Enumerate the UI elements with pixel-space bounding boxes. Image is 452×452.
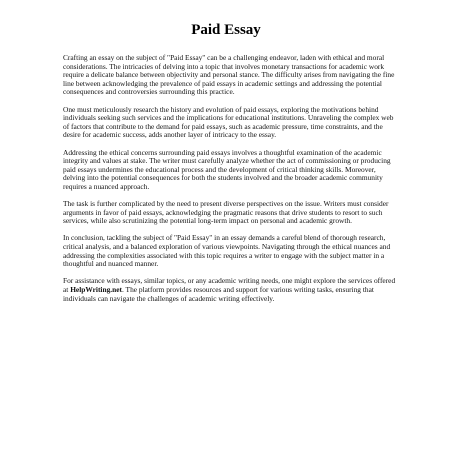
closing-text-before: For assistance with essays, similar topics, or any academic writing needs, one might explore the services offered at <box>63 276 396 295</box>
helpwriting-link[interactable]: HelpWriting.net <box>70 285 122 295</box>
paragraph-ethics: Addressing the ethical concerns surrounding paid essays involves a thoughtful examination of the academic integrity and values at stake. The writer must carefully analyze whether the act of commissioning or producing paid essays undermines the educational process and the development of critical thinking skills. Moreover, delving into the potential consequences for both the students involved and the broader academic community requires a nuanced approach. <box>63 147 391 191</box>
paragraph-intro: Crafting an essay on the subject of "Paid Essay" can be a challenging endeavor, laden with ethical and moral considerations. The intricacies of delving into a topic that involves monetary transactions for academic work require a delicate balance between objectivity and personal stance. The difficulty arises from navigating the fine line between acknowledging the prevalence of paid essays in academic settings and addressing the potential consequences and controversies surrounding this practice. <box>63 53 395 97</box>
page-title: Paid Essay <box>191 22 261 38</box>
closing-text-after: . The platform provides resources and support for various writing tasks, ensuring that individuals can navigate the challenges of academic writing effectively. <box>63 285 374 303</box>
paragraph-perspectives: The task is further complicated by the need to present diverse perspectives on the issue. Writers must consider arguments in favor of paid essays, acknowledging the pragmatic reasons that drive students to resort to such services, while also scrutinizing the potential long-term impact on personal and academic growth. <box>63 199 389 226</box>
paragraph-research: One must meticulously research the history and evolution of paid essays, exploring the motivations behind individuals seeking such services and the implications for educational institutions. Unraveling the complex web of factors that contribute to the demand for paid essays, such as academic pressure, time constraints, and the desire for academic success, adds another layer of intricacy to the essay. <box>63 104 394 140</box>
paragraph-conclusion: In conclusion, tackling the subject of "Paid Essay" in an essay demands a careful blend of thorough research, critical analysis, and a balanced exploration of various viewpoints. Navigating through the ethical nuances and addressing the complexities associated with this topic requires a writer to engage with the subject matter in a thoughtful and nuanced manner. <box>63 233 391 269</box>
document-body <box>63 54 397 312</box>
paragraph-closing <box>63 277 397 303</box>
